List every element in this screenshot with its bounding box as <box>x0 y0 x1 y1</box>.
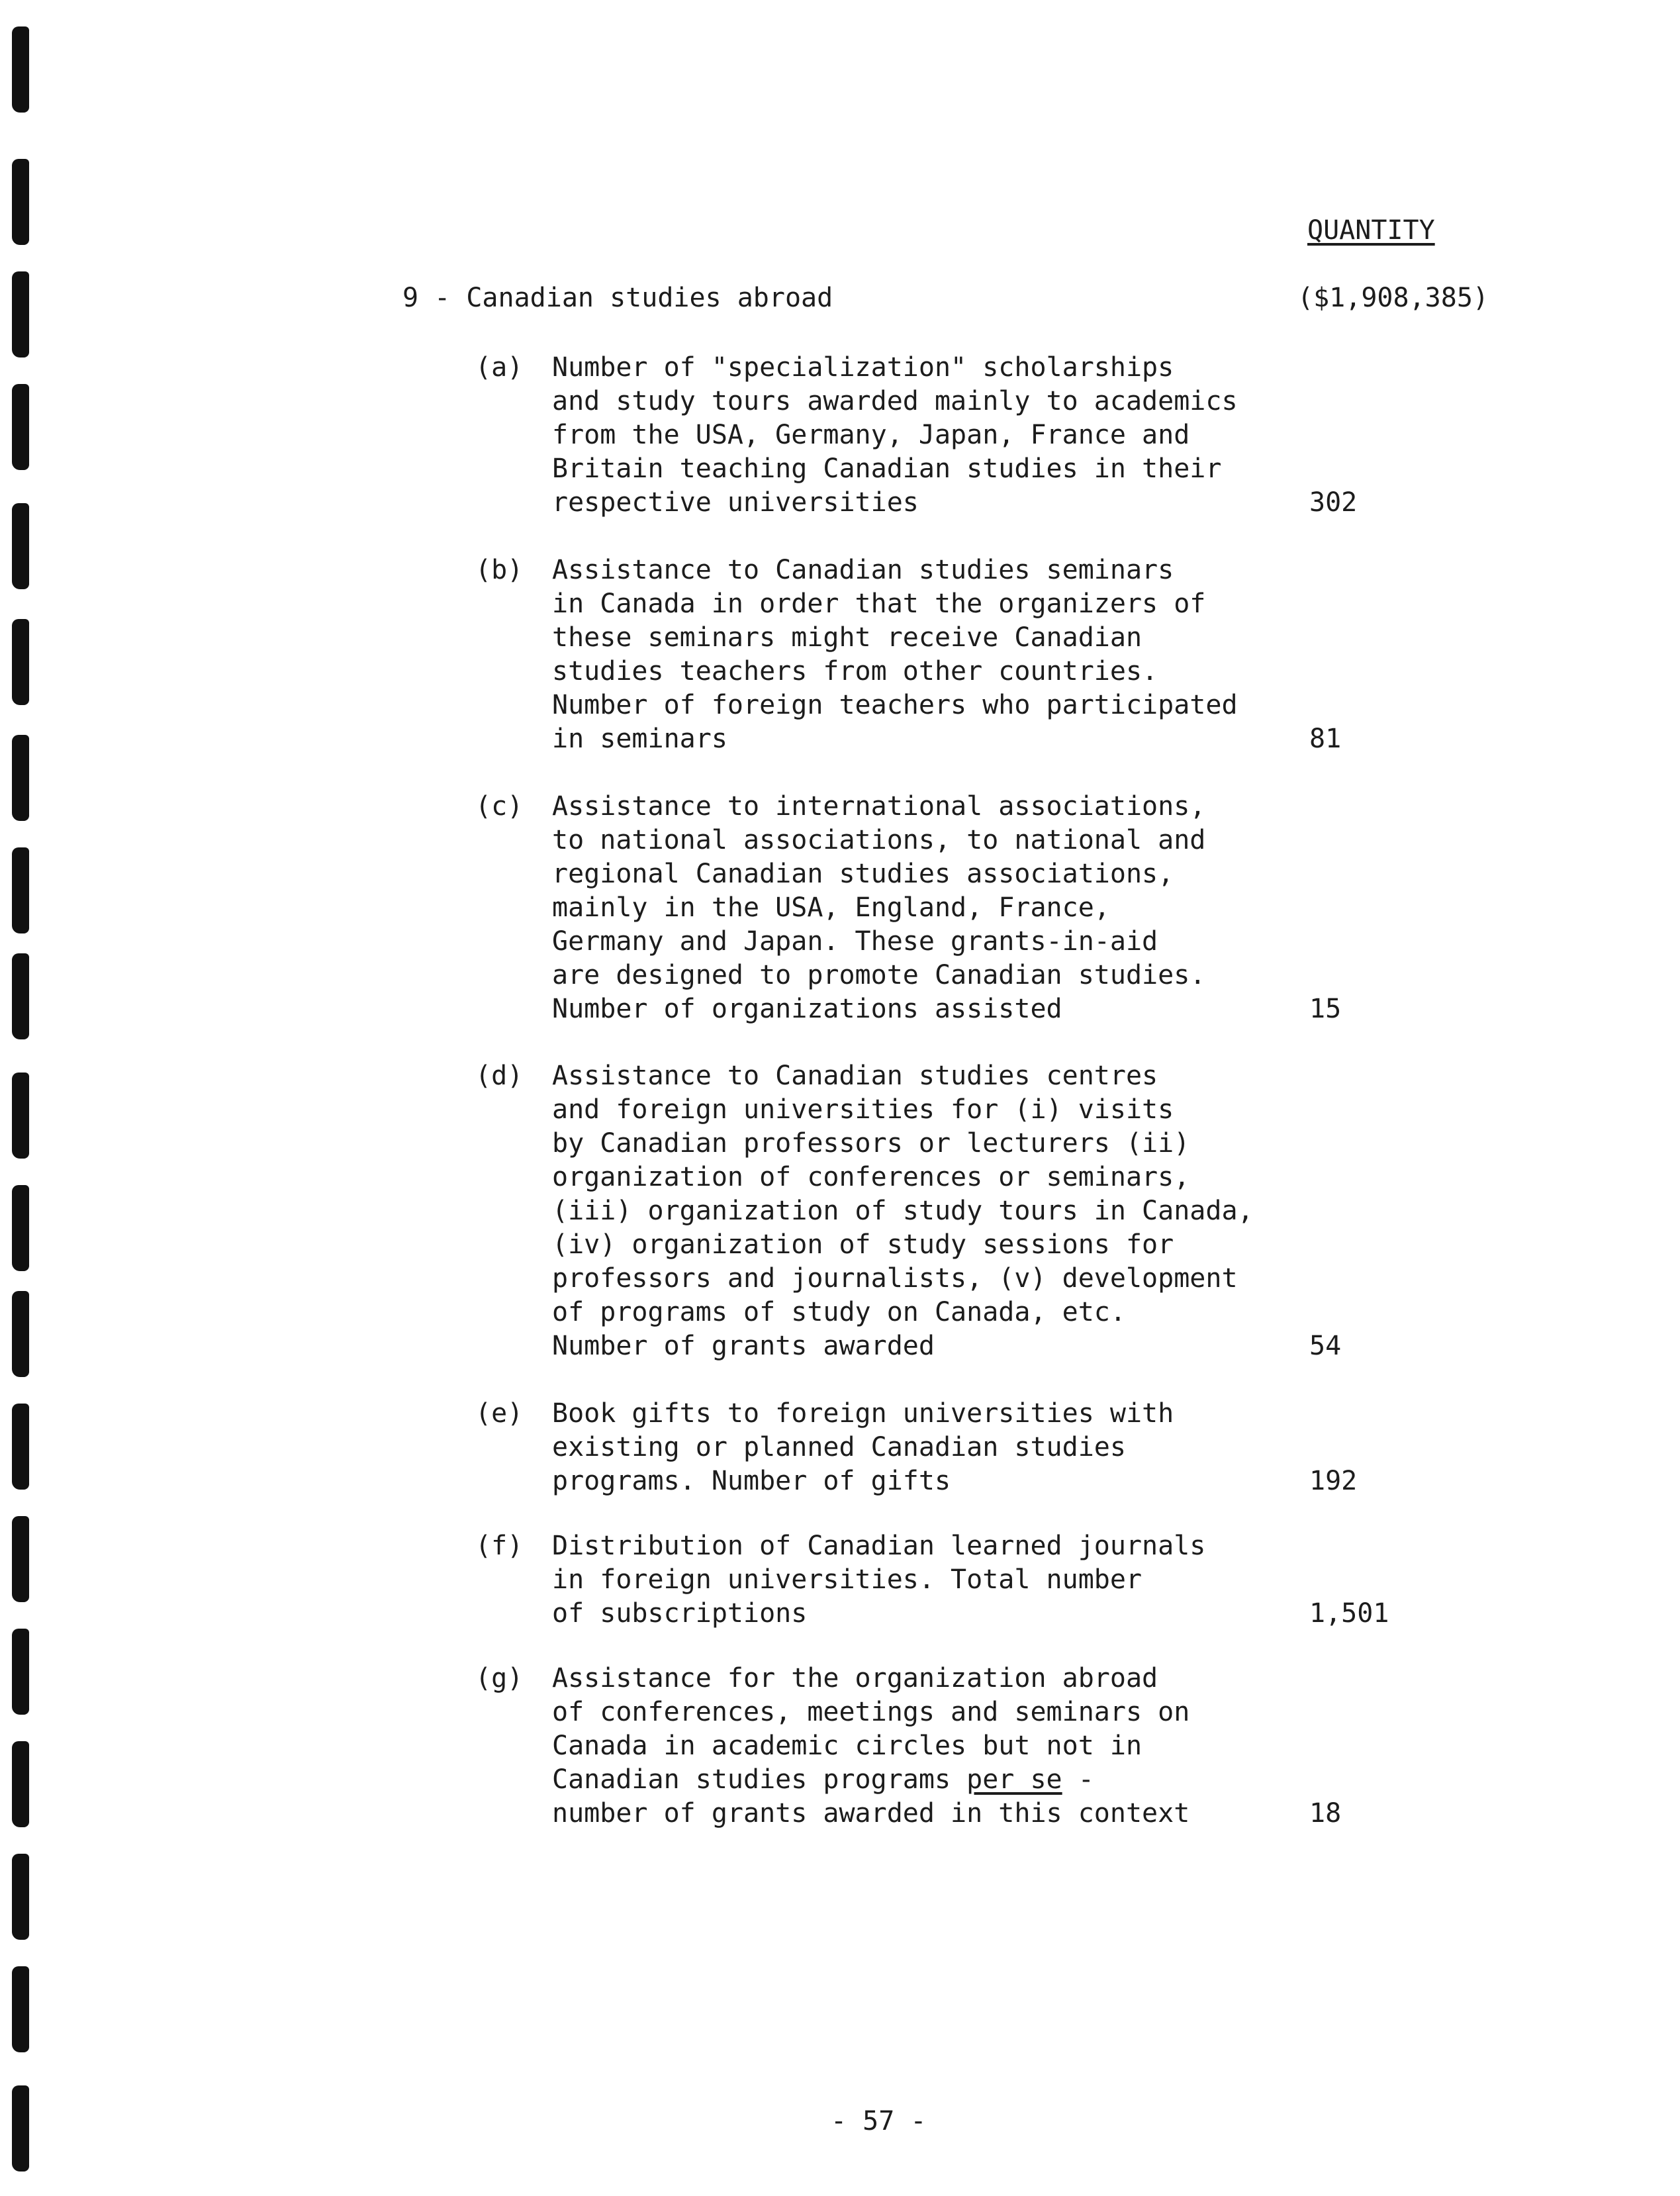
binding-hole <box>12 1185 29 1271</box>
binding-hole <box>12 271 29 358</box>
binding-hole <box>12 384 29 470</box>
quantity-column-header: QUANTITY <box>1307 215 1435 246</box>
item-quantity: 81 <box>1309 724 1342 754</box>
item-letter: (a) <box>475 352 524 383</box>
item-description-start: Assistance for the organization abroad of conferences, meetings and seminars on Canada in academic circles but not in Canadian studies programs <box>552 1663 1190 1795</box>
item-description: Assistance to international associations, to national associations, to national and regional Canadian studies associations, mainly in the USA, England, France, Germany and Japan. These grants-in-aid are designed to promote Canadian studies. Number of organizations assisted <box>552 791 1206 1024</box>
binding-hole <box>12 1073 29 1159</box>
item-description: Assistance to Canadian studies centres and foreign universities for (i) visits by Canadian professors or lecturers (ii) organization of conferences or seminars, (iii) organization of study tours in Canada, (iv) organization of study sessions for professors and journalists, (v) development of programs of study on Canada, etc. Number of grants awarded <box>552 1061 1254 1361</box>
binding-hole <box>12 1291 29 1377</box>
item-letter: (f) <box>475 1531 524 1561</box>
item-description: Book gifts to foreign universities with existing or planned Canadian studies programs. Number of gifts <box>552 1398 1174 1496</box>
binding-hole <box>12 1741 29 1827</box>
item-letter: (d) <box>475 1061 524 1091</box>
item-description <box>552 1662 1307 1831</box>
item-quantity: 18 <box>1309 1798 1342 1829</box>
binding-hole <box>12 735 29 821</box>
binding-hole <box>12 26 29 113</box>
page-number: - 57 - <box>831 2106 927 2136</box>
item-description: Number of "specialization" scholarships and study tours awarded mainly to academics from the USA, Germany, Japan, France and Britain teaching Canadian studies in their respective universities <box>552 352 1238 518</box>
binding-hole <box>12 2085 29 2172</box>
item-letter: (g) <box>475 1663 524 1694</box>
item-quantity: 54 <box>1309 1331 1342 1361</box>
binding-hole <box>12 1404 29 1490</box>
binding-hole <box>12 953 29 1039</box>
item-letter: (e) <box>475 1398 524 1429</box>
binding-hole <box>12 1629 29 1715</box>
binding-hole <box>12 619 29 705</box>
binding-hole <box>12 1516 29 1602</box>
item-description: Assistance to Canadian studies seminars in Canada in order that the organizers of these seminars might receive Canadian studies teachers from other countries. Number of foreign teachers who participated in seminars <box>552 555 1238 754</box>
binding-hole <box>12 503 29 589</box>
item-quantity: 302 <box>1309 487 1358 518</box>
binding-hole <box>12 159 29 245</box>
item-letter: (b) <box>475 555 524 585</box>
section-title: 9 - Canadian studies abroad <box>402 283 833 313</box>
item-quantity: 15 <box>1309 994 1342 1024</box>
item-quantity: 192 <box>1309 1466 1358 1496</box>
binding-holes <box>12 0 38 2196</box>
binding-hole <box>12 1966 29 2052</box>
item-description: Distribution of Canadian learned journals in foreign universities. Total number of subscriptions <box>552 1531 1206 1629</box>
item-description-end: - number of grants awarded in this context <box>552 1764 1190 1829</box>
item-description-underlined: per se <box>966 1764 1062 1795</box>
section-total: ($1,908,385) <box>1297 283 1489 313</box>
item-quantity: 1,501 <box>1309 1598 1389 1629</box>
binding-hole <box>12 847 29 933</box>
binding-hole <box>12 1854 29 1940</box>
item-letter: (c) <box>475 791 524 822</box>
